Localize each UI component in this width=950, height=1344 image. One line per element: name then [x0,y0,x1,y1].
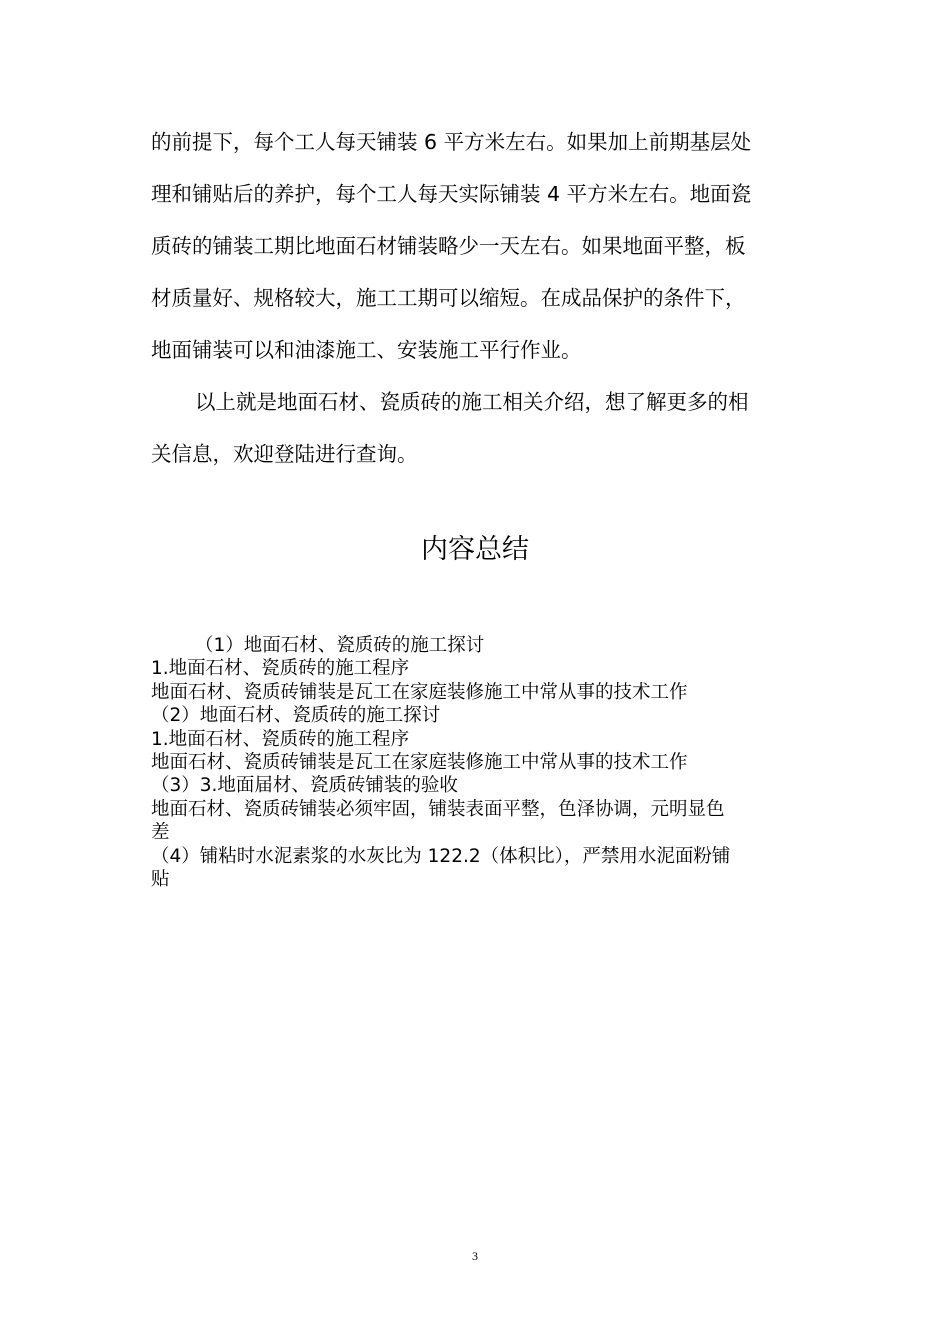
summary-line: 差 [151,822,170,844]
body-line: 质砖的铺装工期比地面石材铺装略少一天左右。如果地面平整，板 [151,234,746,258]
page-number: 3 [472,1249,478,1263]
summary-line: 1.地面石材、瓷质砖的施工程序 [151,658,410,680]
summary-line: （2）地面石材、瓷质砖的施工探讨 [151,705,441,727]
summary-line: 地面石材、瓷质砖铺装必须牢固，铺装表面平整，色泽协调，元明显色 [151,798,725,820]
summary-title: 内容总结 [421,534,529,565]
body-line: 的前提下，每个工人每天铺装 6 平方米左右。如果加上前期基层处 [151,130,752,154]
body-line: 材质量好、规格较大，施工工期可以缩短。在成品保护的条件下， [151,286,746,310]
summary-line: （1）地面石材、瓷质砖的施工探讨 [195,635,485,656]
summary-line: （3）3.地面届材、瓷质砖铺装的验收 [151,775,458,797]
summary-list [151,634,811,891]
summary-line: 1.地面石材、瓷质砖的施工程序 [151,728,410,750]
body-line: 以上就是地面石材、瓷质砖的施工相关介绍，想了解更多的相 [195,390,749,414]
body-paragraphs [151,116,811,480]
summary-line: 贴 [151,868,170,890]
body-line: 关信息，欢迎登陆进行查询。 [151,442,418,466]
body-line: 理和铺贴后的养护，每个工人每天实际铺装 4 平方米左右。地面瓷 [151,182,752,206]
body-line: 地面铺装可以和油漆施工、安装施工平行作业。 [151,338,582,362]
summary-line: （4）铺粘时水泥素浆的水灰比为 122.2（体积比），严禁用水泥面粉铺 [151,845,731,867]
summary-line: 地面石材、瓷质砖铺装是瓦工在家庭装修施工中常从事的技术工作 [151,751,688,773]
summary-line: 地面石材、瓷质砖铺装是瓦工在家庭装修施工中常从事的技术工作 [151,681,688,703]
